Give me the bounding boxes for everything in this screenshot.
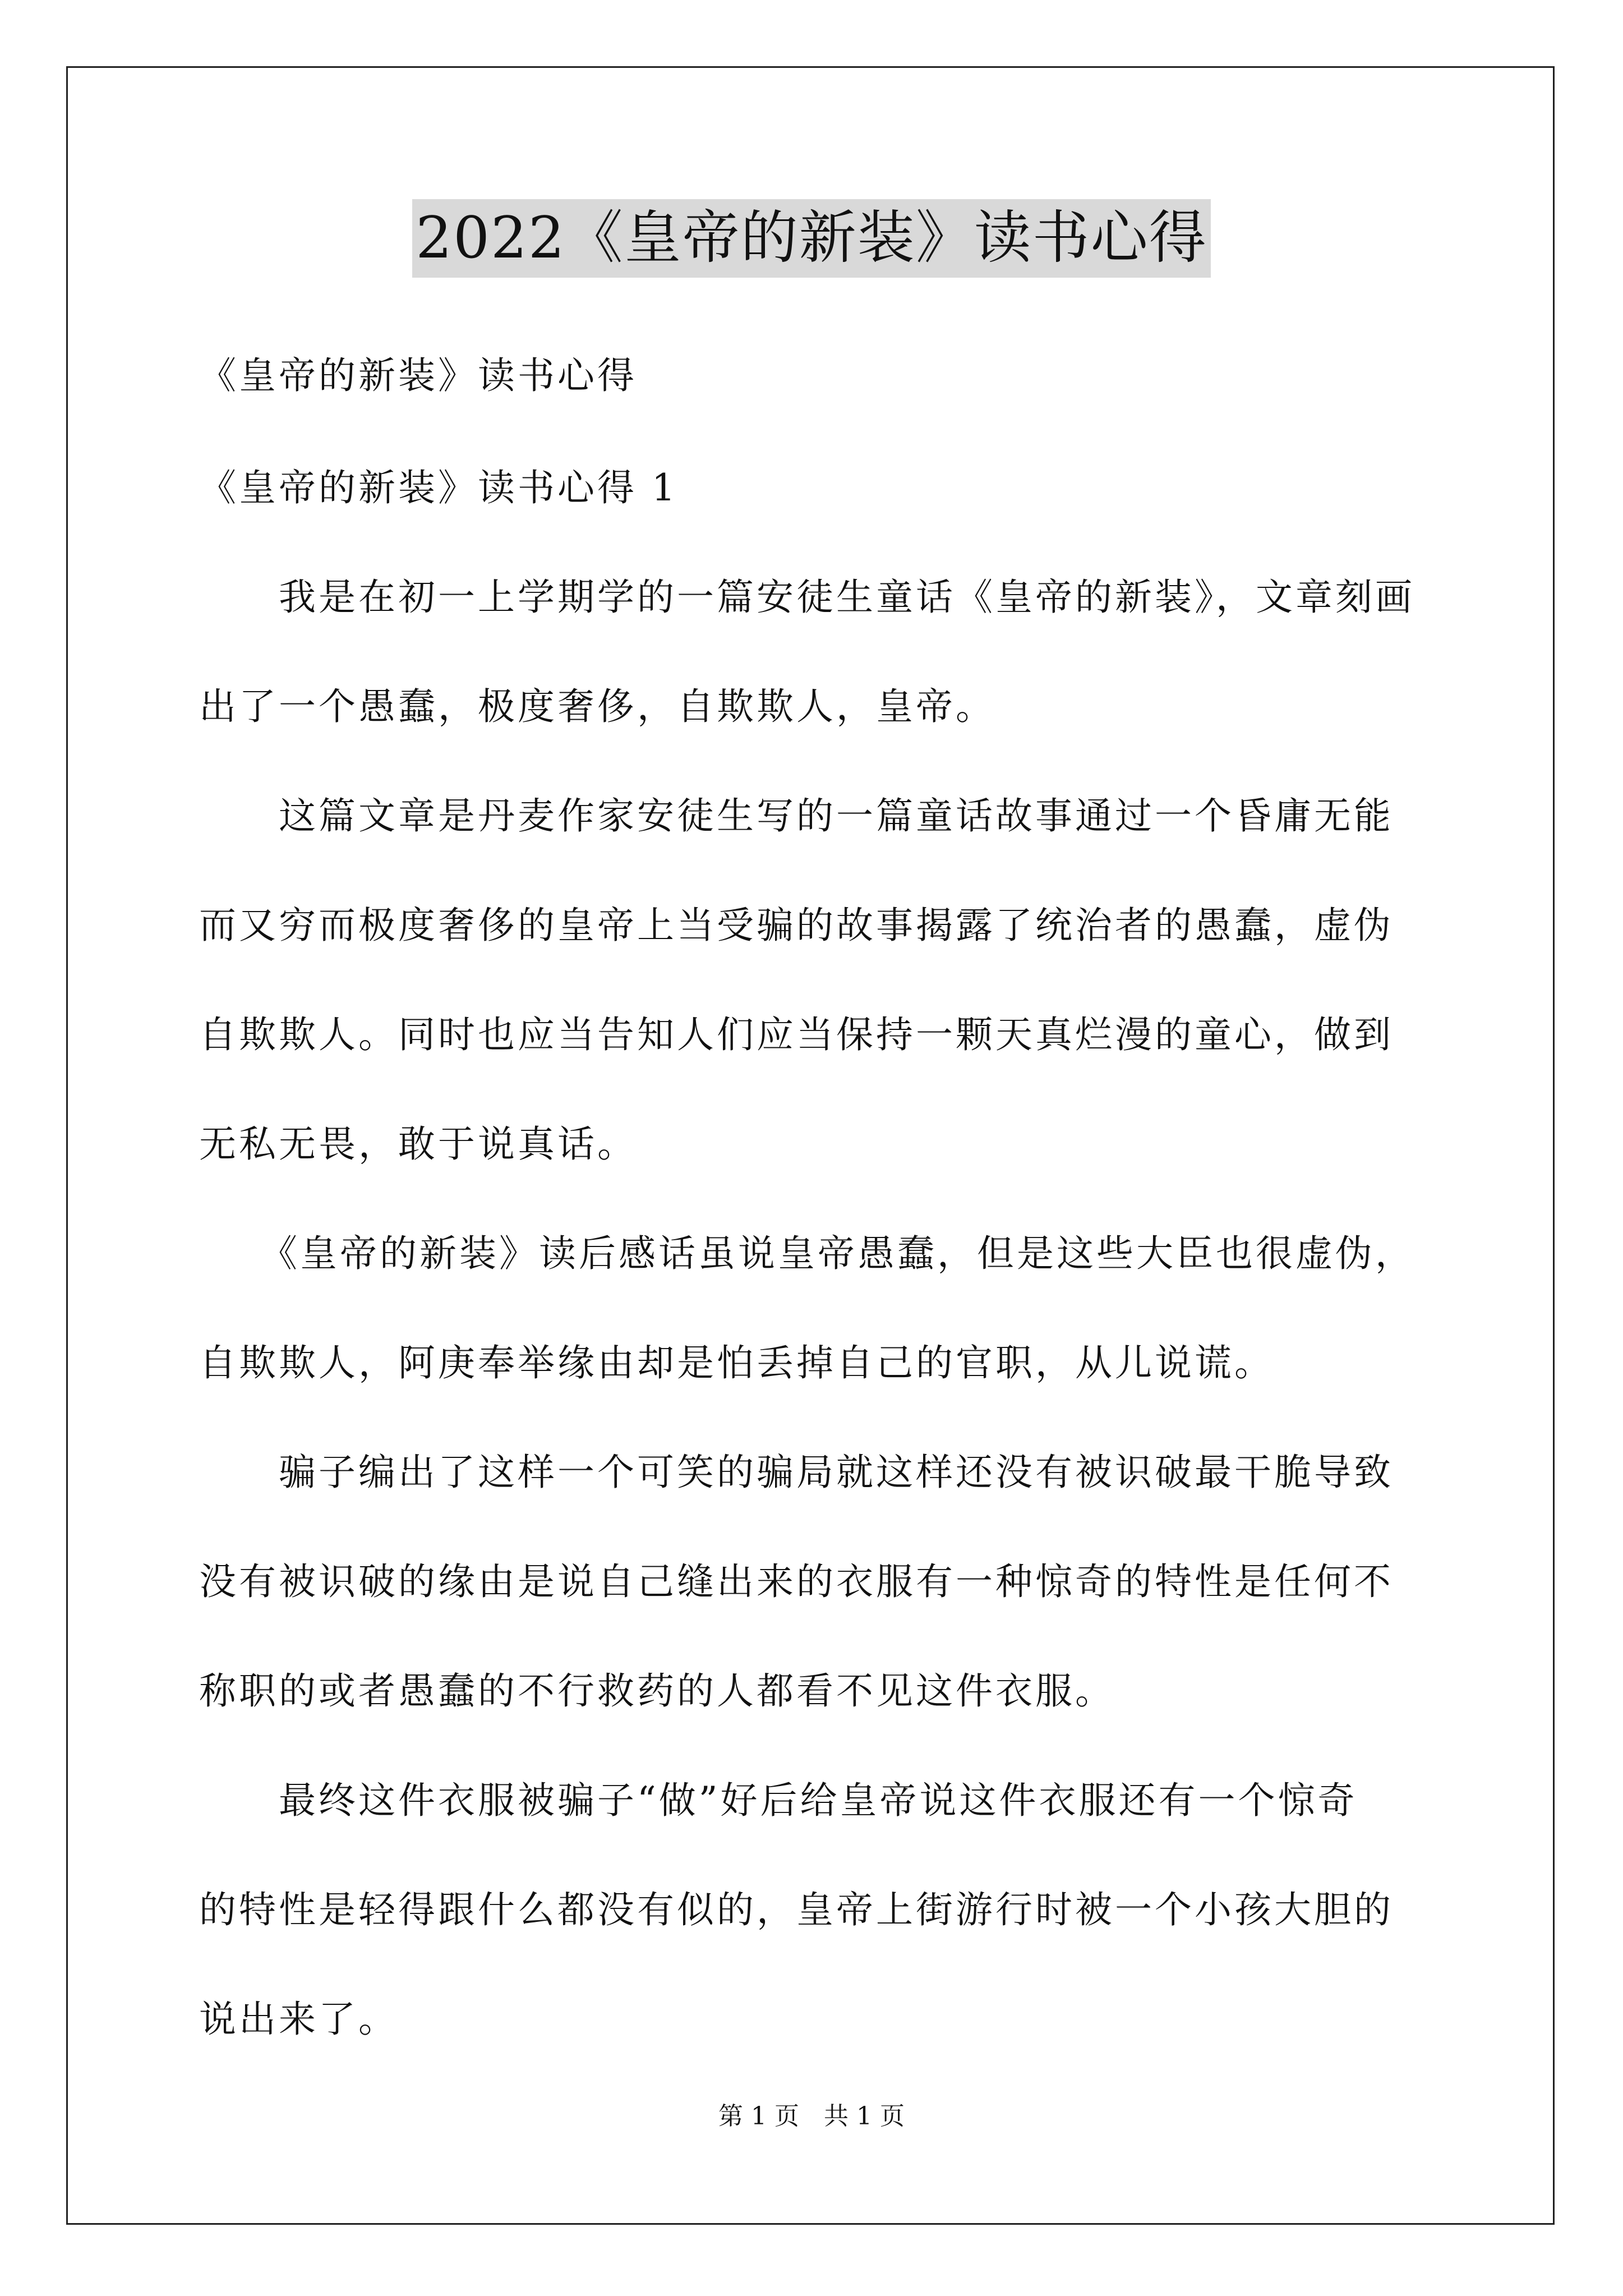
paragraph-line: 我是在初一上学期学的一篇安徒生童话《皇帝的新装》，文章刻画 xyxy=(199,576,1415,619)
paragraph-line: 无私无畏，敢于说真话。 xyxy=(199,1122,637,1166)
paragraph-line: 最终这件衣服被骗子“做”好后给皇帝说这件衣服还有一个惊奇 xyxy=(199,1779,1358,1822)
paragraph-line: 而又穷而极度奢侈的皇帝上当受骗的故事揭露了统治者的愚蠢，虚伪 xyxy=(199,904,1394,947)
paragraph-line: 没有被识破的缘由是说自己缝出来的衣服有一种惊奇的特性是任何不 xyxy=(199,1560,1394,1603)
paragraph-line: 自欺欺人。同时也应当告知人们应当保持一颗天真烂漫的童心，做到 xyxy=(199,1013,1394,1056)
paragraph-line: 出了一个愚蠢，极度奢侈，自欺欺人，皇帝。 xyxy=(199,685,995,728)
paragraph-line: 自欺欺人，阿庚奉举缘由却是怕丢掉自己的官职，从儿说谎。 xyxy=(199,1341,1274,1384)
paragraph-line: 这篇文章是丹麦作家安徒生写的一篇童话故事通过一个昏庸无能 xyxy=(199,794,1394,838)
paragraph-line: 《皇帝的新装》读后感话虽说皇帝愚蠢，但是这些大臣也很虚伪， xyxy=(199,1232,1415,1275)
paragraph-line: 称职的或者愚蠢的不行救药的人都看不见这件衣服。 xyxy=(199,1669,1115,1713)
paragraph-line: 骗子编出了这样一个可笑的骗局就这样还没有被识破最干脆导致 xyxy=(199,1451,1394,1494)
paragraph-line: 《皇帝的新装》读书心得 1 xyxy=(199,466,678,509)
document-title: 2022《皇帝的新装》读书心得 xyxy=(412,199,1211,278)
page-footer: 第 1 页 共 1 页 xyxy=(718,2102,905,2131)
paragraph-line: 的特性是轻得跟什么都没有似的，皇帝上街游行时被一个小孩大胆的 xyxy=(199,1888,1394,1931)
title-container xyxy=(0,199,1623,278)
paragraph-line: 《皇帝的新装》读书心得 xyxy=(199,354,637,397)
paragraph-line: 说出来了。 xyxy=(199,1998,398,2041)
